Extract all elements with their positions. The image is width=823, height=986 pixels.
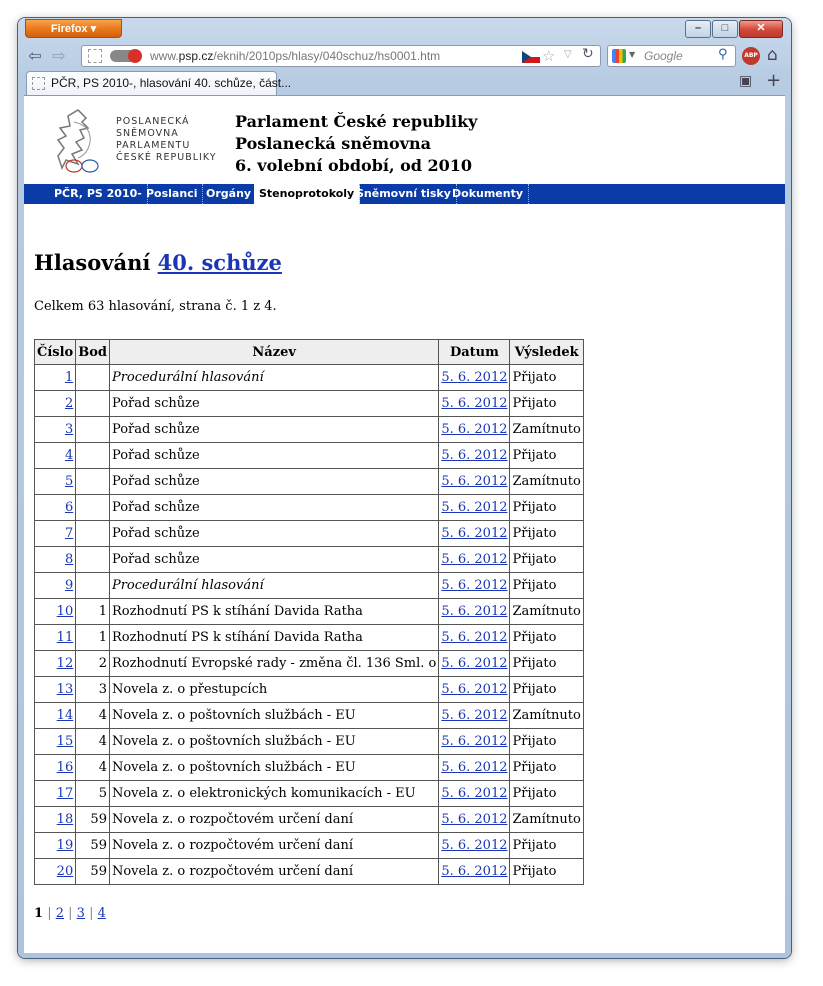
menu-item-snemovni-tisky[interactable]: Sněmovní tisky: [351, 184, 457, 204]
cell-bod: [76, 547, 110, 573]
cell-nazev: Pořad schůze: [109, 469, 438, 495]
cell-nazev: Novela z. o poštovních službách - EU: [109, 729, 438, 755]
dropdown-arrow-icon[interactable]: ▽: [564, 49, 572, 60]
cell-datum: [439, 651, 510, 677]
search-bar[interactable]: [607, 45, 736, 67]
firefox-menu-button[interactable]: Firefox ▾: [25, 19, 122, 38]
close-window-button[interactable]: ✕: [739, 20, 783, 38]
site-title-line: Poslanecká sněmovna: [235, 134, 432, 153]
url-bar[interactable]: [81, 45, 601, 67]
column-header-bod: Bod: [76, 340, 110, 365]
browser-window: [18, 18, 791, 958]
table-row: [35, 833, 584, 859]
cell-datum: [439, 547, 510, 573]
cell-datum: [439, 365, 510, 391]
cell-datum: [439, 495, 510, 521]
cell-cislo: [35, 651, 76, 677]
cell-cislo: [35, 547, 76, 573]
table-row: [35, 391, 584, 417]
table-row: [35, 703, 584, 729]
cell-nazev: Procedurální hlasování: [109, 573, 438, 599]
vote-number-link[interactable]: 9: [64, 578, 74, 593]
vote-number-link[interactable]: 4: [64, 448, 74, 463]
vote-number-link[interactable]: 11: [56, 630, 74, 645]
cell-bod: 5: [76, 781, 110, 807]
cell-bod: [76, 573, 110, 599]
cell-cislo: [35, 807, 76, 833]
site-title: [235, 111, 477, 177]
maximize-button[interactable]: □: [712, 20, 738, 38]
table-row: [35, 625, 584, 651]
table-header-row: [35, 340, 584, 365]
date-link[interactable]: 5. 6. 2012: [441, 604, 508, 619]
date-link[interactable]: 5. 6. 2012: [441, 552, 508, 567]
cell-datum: [439, 521, 510, 547]
cell-bod: 59: [76, 807, 110, 833]
cell-bod: [76, 521, 110, 547]
site-header: [24, 96, 785, 184]
cell-cislo: [35, 391, 76, 417]
cell-bod: 1: [76, 599, 110, 625]
cell-vysledek: Přijato: [510, 573, 583, 599]
cell-vysledek: Zamítnuto: [510, 599, 583, 625]
cell-nazev: Novela z. o přestupcích: [109, 677, 438, 703]
vote-number-link[interactable]: 3: [64, 422, 74, 437]
cell-vysledek: Přijato: [510, 625, 583, 651]
url-prefix: www.: [150, 49, 179, 63]
date-link[interactable]: 5. 6. 2012: [441, 526, 508, 541]
cell-vysledek: Zamítnuto: [510, 417, 583, 443]
cell-bod: [76, 391, 110, 417]
cell-vysledek: Přijato: [510, 443, 583, 469]
vote-number-link[interactable]: 7: [64, 526, 74, 541]
pager-separator: |: [89, 906, 94, 921]
cell-bod: 4: [76, 703, 110, 729]
cell-nazev: Pořad schůze: [109, 547, 438, 573]
column-header-vysledek: Výsledek: [510, 340, 583, 365]
vote-number-link[interactable]: 20: [56, 864, 74, 879]
search-magnifier-icon[interactable]: ⚲: [718, 47, 728, 62]
page-link[interactable]: 3: [76, 906, 85, 921]
table-row: [35, 365, 584, 391]
url-host: psp.cz: [178, 49, 214, 63]
cell-nazev: Novela z. o rozpočtovém určení daní: [109, 833, 438, 859]
table-row: [35, 547, 584, 573]
page-link[interactable]: 2: [55, 906, 64, 921]
vote-number-link[interactable]: 12: [56, 656, 74, 671]
vote-number-link[interactable]: 8: [64, 552, 74, 567]
table-row: [35, 677, 584, 703]
menu-item-poslanci[interactable]: Poslanci: [141, 184, 203, 204]
tab-active[interactable]: [26, 71, 292, 95]
heading-text: Hlasování: [34, 250, 151, 275]
page-content: [24, 95, 785, 953]
tab-groups-icon[interactable]: ▣: [739, 73, 753, 89]
cell-vysledek: Zamítnuto: [510, 703, 583, 729]
site-title-line: 6. volební období, od 2010: [235, 156, 473, 175]
vote-number-link[interactable]: 5: [64, 474, 74, 489]
summary-text: Celkem 63 hlasování, strana č. 1 z 4.: [34, 299, 277, 314]
new-tab-icon[interactable]: +: [766, 70, 782, 91]
cell-cislo: [35, 729, 76, 755]
table-body: [35, 365, 584, 885]
adblock-icon[interactable]: ABP: [742, 47, 760, 65]
date-link[interactable]: 5. 6. 2012: [441, 656, 508, 671]
cell-bod: 2: [76, 651, 110, 677]
date-link[interactable]: 5. 6. 2012: [441, 708, 508, 723]
table-row: [35, 599, 584, 625]
date-link[interactable]: 5. 6. 2012: [441, 682, 508, 697]
table-row: [35, 417, 584, 443]
tab-title: PČR, PS 2010-, hlasování 40. schůze, část...: [51, 76, 292, 90]
cell-datum: [439, 599, 510, 625]
cell-cislo: [35, 781, 76, 807]
cell-cislo: [35, 677, 76, 703]
menu-item-organy[interactable]: Orgány: [201, 184, 257, 204]
cell-cislo: [35, 573, 76, 599]
cell-vysledek: Přijato: [510, 729, 583, 755]
page-link[interactable]: 4: [97, 906, 106, 921]
cell-cislo: [35, 755, 76, 781]
tab-bar: [23, 69, 786, 95]
cell-nazev: Novela z. o elektronických komunikacích - EU: [109, 781, 438, 807]
vote-number-link[interactable]: 18: [56, 812, 74, 827]
cell-cislo: [35, 443, 76, 469]
cell-vysledek: Zamítnuto: [510, 469, 583, 495]
table-row: [35, 651, 584, 677]
current-page: 1: [34, 906, 44, 921]
date-link[interactable]: 5. 6. 2012: [441, 396, 508, 411]
cell-vysledek: Přijato: [510, 547, 583, 573]
search-engine-dropdown-icon[interactable]: ▼: [629, 50, 636, 59]
bookmark-star-icon[interactable]: ☆: [542, 47, 556, 65]
cell-nazev: Novela z. o rozpočtovém určení daní: [109, 807, 438, 833]
menu-item-dokumenty[interactable]: Dokumenty: [447, 184, 529, 204]
cell-vysledek: Přijato: [510, 391, 583, 417]
cell-cislo: [35, 521, 76, 547]
pager-separator: |: [47, 906, 52, 921]
pagination: [34, 906, 106, 921]
session-link[interactable]: 40. schůze: [157, 250, 282, 275]
cell-nazev: Rozhodnutí PS k stíhání Davida Ratha: [109, 599, 438, 625]
cell-nazev: Procedurální hlasování: [109, 365, 438, 391]
cell-vysledek: Přijato: [510, 365, 583, 391]
cell-bod: [76, 469, 110, 495]
cell-cislo: [35, 495, 76, 521]
vote-number-link[interactable]: 2: [64, 396, 74, 411]
cell-bod: [76, 443, 110, 469]
cell-bod: [76, 495, 110, 521]
cell-bod: 59: [76, 859, 110, 885]
cell-vysledek: Přijato: [510, 521, 583, 547]
vote-number-link[interactable]: 17: [56, 786, 74, 801]
cell-nazev: Novela z. o poštovních službách - EU: [109, 755, 438, 781]
cell-cislo: [35, 625, 76, 651]
cell-datum: [439, 729, 510, 755]
cell-datum: [439, 755, 510, 781]
reload-icon[interactable]: ↻: [582, 46, 594, 62]
cell-bod: 1: [76, 625, 110, 651]
menu-item-stenoprotokoly[interactable]: Stenoprotokoly: [254, 184, 360, 204]
cell-cislo: [35, 469, 76, 495]
vote-number-link[interactable]: 1: [64, 370, 74, 385]
cell-nazev: Rozhodnutí Evropské rady - změna čl. 136 Sml. o: [109, 651, 438, 677]
cell-vysledek: Přijato: [510, 859, 583, 885]
date-link[interactable]: 5. 6. 2012: [441, 838, 508, 853]
column-header-datum: Datum: [439, 340, 510, 365]
cell-nazev: Pořad schůze: [109, 391, 438, 417]
cell-bod: 4: [76, 729, 110, 755]
cell-datum: [439, 625, 510, 651]
date-link[interactable]: 5. 6. 2012: [441, 448, 508, 463]
column-header-nazev: Název: [109, 340, 438, 365]
table-row: [35, 573, 584, 599]
cell-cislo: [35, 859, 76, 885]
page-heading: [34, 250, 282, 275]
cell-bod: [76, 365, 110, 391]
table-row: [35, 495, 584, 521]
vote-number-link[interactable]: 16: [56, 760, 74, 775]
home-icon[interactable]: ⌂: [767, 45, 778, 65]
cell-datum: [439, 443, 510, 469]
table-row: [35, 443, 584, 469]
table-row: [35, 859, 584, 885]
cell-datum: [439, 859, 510, 885]
cell-cislo: [35, 365, 76, 391]
cell-vysledek: Přijato: [510, 781, 583, 807]
logo-line: SNĚMOVNA: [116, 128, 179, 139]
cell-bod: 3: [76, 677, 110, 703]
vote-number-link[interactable]: 13: [56, 682, 74, 697]
cell-datum: [439, 391, 510, 417]
cell-bod: [76, 417, 110, 443]
date-link[interactable]: 5. 6. 2012: [441, 500, 508, 515]
cell-datum: [439, 573, 510, 599]
back-arrow-icon[interactable]: ⇦: [28, 46, 42, 65]
table-row: [35, 521, 584, 547]
url-text[interactable]: [150, 49, 440, 63]
date-link[interactable]: 5. 6. 2012: [441, 812, 508, 827]
cell-vysledek: Přijato: [510, 651, 583, 677]
date-link[interactable]: 5. 6. 2012: [441, 760, 508, 775]
czech-flag-icon: [522, 51, 540, 63]
date-link[interactable]: 5. 6. 2012: [441, 578, 508, 593]
date-link[interactable]: 5. 6. 2012: [441, 864, 508, 879]
site-title-line: Parlament České republiky: [235, 112, 478, 131]
date-link[interactable]: 5. 6. 2012: [441, 474, 508, 489]
date-link[interactable]: 5. 6. 2012: [441, 370, 508, 385]
cell-bod: 59: [76, 833, 110, 859]
table-row: [35, 781, 584, 807]
cell-nazev: Pořad schůze: [109, 521, 438, 547]
date-link[interactable]: 5. 6. 2012: [441, 734, 508, 749]
cell-vysledek: Přijato: [510, 833, 583, 859]
menu-item-pcr[interactable]: PČR, PS 2010-: [49, 184, 148, 204]
vote-number-link[interactable]: 15: [56, 734, 74, 749]
cell-cislo: [35, 833, 76, 859]
cell-datum: [439, 469, 510, 495]
cell-vysledek: Přijato: [510, 677, 583, 703]
cell-datum: [439, 417, 510, 443]
cell-nazev: Novela z. o poštovních službách - EU: [109, 703, 438, 729]
vote-number-link[interactable]: 14: [56, 708, 74, 723]
url-path: /eknih/2010ps/hlasy/040schuz/hs0001.htm: [213, 49, 441, 63]
cell-cislo: [35, 703, 76, 729]
cell-vysledek: Přijato: [510, 755, 583, 781]
cell-cislo: [35, 599, 76, 625]
logo-line: POSLANECKÁ: [116, 116, 190, 127]
title-bar: [18, 18, 791, 44]
cell-datum: [439, 781, 510, 807]
cell-bod: 4: [76, 755, 110, 781]
cell-nazev: Rozhodnutí PS k stíhání Davida Ratha: [109, 625, 438, 651]
forward-arrow-icon[interactable]: ⇨: [52, 46, 66, 65]
vote-number-link[interactable]: 6: [64, 500, 74, 515]
cell-vysledek: Přijato: [510, 495, 583, 521]
cell-datum: [439, 807, 510, 833]
column-header-cislo: Číslo: [35, 340, 76, 365]
firefox-button-label: Firefox: [50, 23, 88, 35]
navigation-toolbar: [23, 43, 786, 69]
vote-number-link[interactable]: 19: [56, 838, 74, 853]
stop-sign-icon: [128, 49, 142, 63]
table-row: [35, 755, 584, 781]
date-link[interactable]: 5. 6. 2012: [441, 786, 508, 801]
pager-separator: |: [68, 906, 73, 921]
page-favicon-icon: [32, 77, 45, 90]
vote-number-link[interactable]: 10: [56, 604, 74, 619]
logo-text[interactable]: [116, 116, 217, 164]
cell-vysledek: Zamítnuto: [510, 807, 583, 833]
cell-nazev: Pořad schůze: [109, 495, 438, 521]
logo-line: PARLAMENTU: [116, 140, 191, 151]
cell-datum: [439, 833, 510, 859]
votes-table: [34, 339, 584, 885]
minimize-button[interactable]: –: [685, 20, 711, 38]
main-menu: [24, 184, 785, 204]
cell-nazev: Pořad schůze: [109, 417, 438, 443]
logo-line: ČESKÉ REPUBLIKY: [116, 152, 217, 163]
czech-lion-coat-of-arms-icon[interactable]: [48, 108, 110, 174]
search-placeholder: Google: [644, 49, 683, 63]
google-icon[interactable]: [612, 49, 626, 63]
cell-cislo: [35, 417, 76, 443]
cell-datum: [439, 677, 510, 703]
cell-nazev: Novela z. o rozpočtovém určení daní: [109, 859, 438, 885]
cell-datum: [439, 703, 510, 729]
date-link[interactable]: 5. 6. 2012: [441, 630, 508, 645]
table-row: [35, 807, 584, 833]
table-row: [35, 729, 584, 755]
cell-nazev: Pořad schůze: [109, 443, 438, 469]
date-link[interactable]: 5. 6. 2012: [441, 422, 508, 437]
site-identity-icon[interactable]: [88, 49, 102, 63]
table-row: [35, 469, 584, 495]
